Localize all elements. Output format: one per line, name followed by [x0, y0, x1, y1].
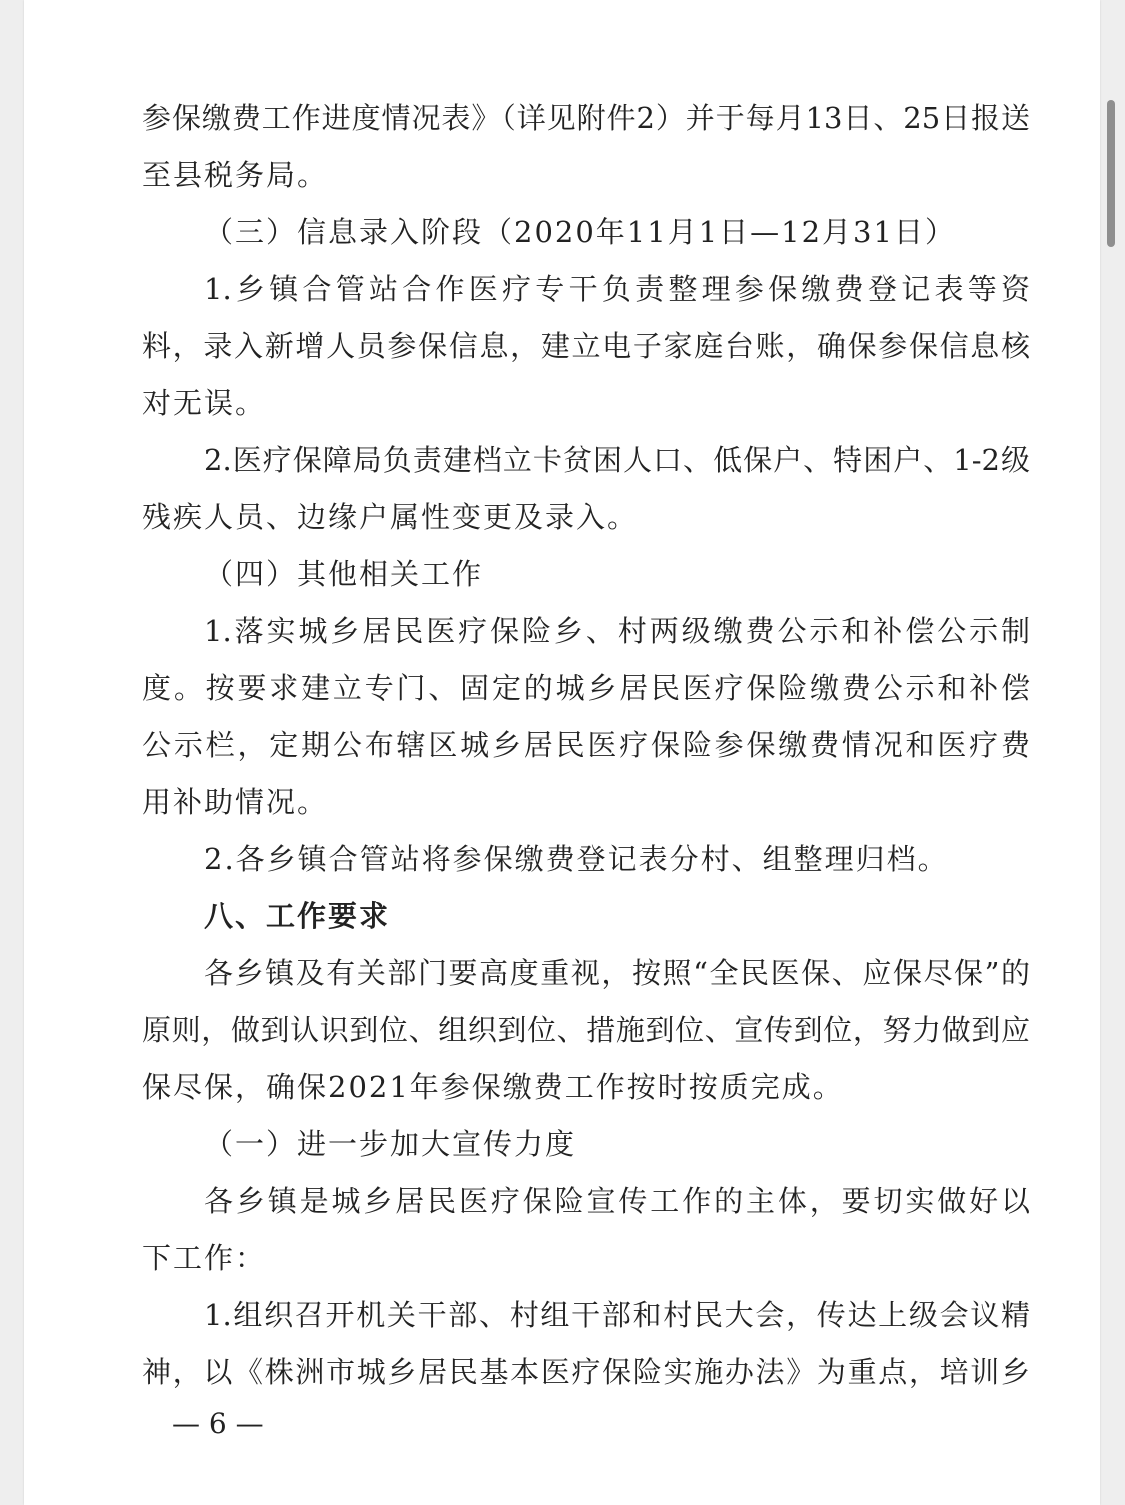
text-line: 各乡镇是城乡居民医疗保险宣传工作的主体，要切实做好以 [204, 1184, 1030, 1218]
text-line: 对无误。 [142, 386, 267, 420]
text-line: 参保缴费工作进度情况表》（详见附件2）并于每月13日、25日报送 [142, 101, 1030, 135]
chapter-heading: 八、工作要求 [204, 899, 391, 933]
text-line: 1.乡镇合管站合作医疗专干负责整理参保缴费登记表等资 [204, 272, 1030, 306]
text-line: 2.各乡镇合管站将参保缴费登记表分村、组整理归档。 [204, 842, 949, 876]
text-line: 神，以《株洲市城乡居民基本医疗保险实施办法》为重点，培训乡 [142, 1355, 1030, 1389]
text-line: 下工作： [142, 1241, 267, 1275]
text-line: 各乡镇及有关部门要高度重视，按照“全民医保、应保尽保”的 [204, 956, 1030, 990]
text-line: 用补助情况。 [142, 785, 329, 819]
text-line: 度。按要求建立专门、固定的城乡居民医疗保险缴费公示和补偿 [142, 671, 1030, 705]
text-line: 原则，做到认识到位、组织到位、措施到位、宣传到位，努力做到应 [142, 1013, 1030, 1047]
text-line: 公示栏，定期公布辖区城乡居民医疗保险参保缴费情况和医疗费 [142, 728, 1030, 762]
text-line: 2.医疗保障局负责建档立卡贫困人口、低保户、特困户、1-2级 [204, 443, 1030, 477]
section-heading: （三）信息录入阶段（2020年11月1日—12月31日） [204, 215, 956, 249]
text-line: 残疾人员、边缘户属性变更及录入。 [142, 500, 639, 534]
document-page [24, 0, 1100, 1505]
text-line: 至县税务局。 [142, 158, 329, 192]
section-heading: （一）进一步加大宣传力度 [204, 1127, 577, 1161]
page-number: — 6 — [172, 1407, 264, 1440]
text-line: 1.组织召开机关干部、村组干部和村民大会，传达上级会议精 [204, 1298, 1030, 1332]
text-line: 1.落实城乡居民医疗保险乡、村两级缴费公示和补偿公示制 [204, 614, 1030, 648]
vertical-scrollbar-thumb[interactable] [1107, 100, 1115, 247]
text-line: 保尽保，确保2021年参保缴费工作按时按质完成。 [142, 1070, 844, 1104]
section-heading: （四）其他相关工作 [204, 557, 484, 591]
text-line: 料，录入新增人员参保信息，建立电子家庭台账，确保参保信息核 [142, 329, 1030, 363]
